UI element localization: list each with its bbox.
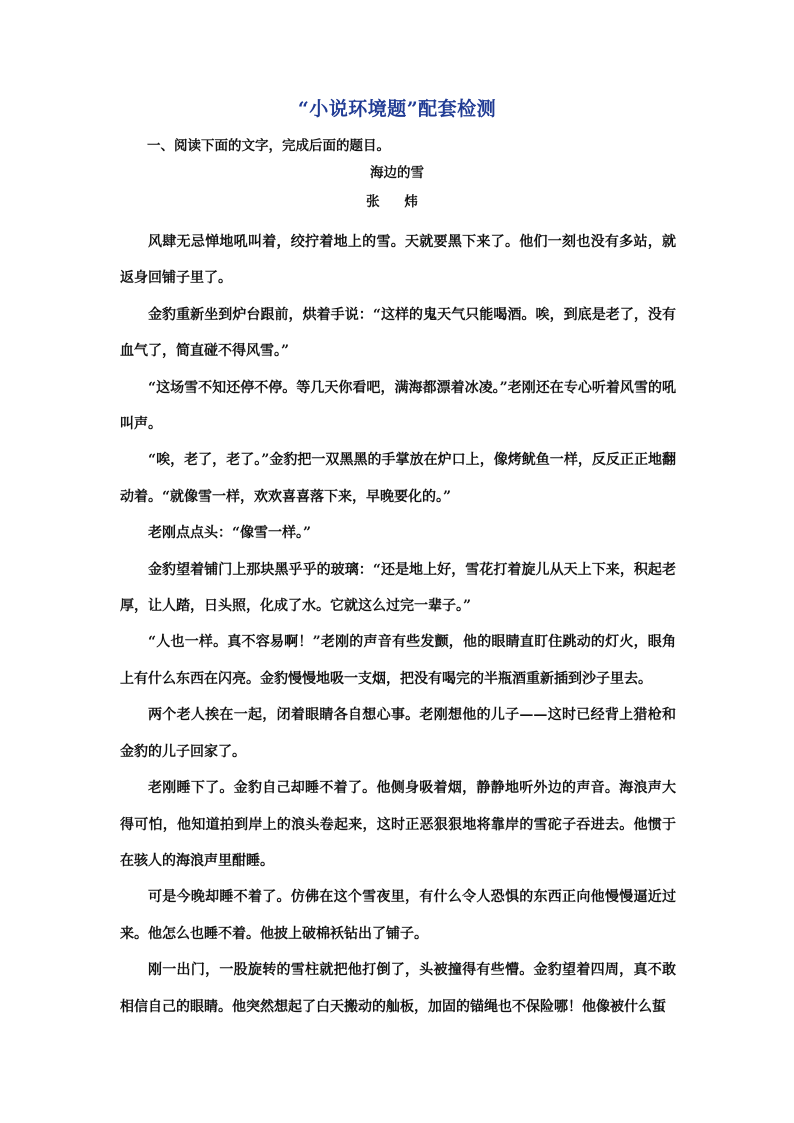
paragraph-8: 两个老人挨在一起，闭着眼睛各自想心事。老刚想他的儿子——这时已经背上猎枪和金豹的儿子回家了。 <box>120 707 676 760</box>
paragraph-5: 老刚点点头：“像雪一样。” <box>148 525 312 542</box>
paragraph-9: 老刚睡下了。金豹自己却睡不着了。他侧身吸着烟，静静地听外边的声音。海浪声大得可怕，他知道拍到岸上的浪头卷起来，这时正恶狠狠地将靠岸的雪砣子吞进去。他惯于在骇人的海浪声里酣睡。 <box>120 780 676 869</box>
question-instruction: 一、阅读下面的文字，完成后面的题目。 <box>147 138 390 154</box>
document-title: “小说环境题”配套检测 <box>297 98 497 120</box>
paragraph-7: “人也一样。真不容易啊！”老刚的声音有些发颤，他的眼睛直盯住跳动的灯火，眼角上有什么东西在闪亮。金豹慢慢地吸一支烟，把没有喝完的半瓶酒重新插到沙子里去。 <box>120 634 676 687</box>
story-author: 张 炜 <box>366 194 428 210</box>
paragraph-1: 风肆无忌惮地吼叫着，绞拧着地上的雪。天就要黑下来了。他们一刻也没有多站，就返身回铺子里了。 <box>120 234 676 287</box>
story-title: 海边的雪 <box>370 165 424 181</box>
paragraph-2: 金豹重新坐到炉台跟前，烘着手说：“这样的鬼天气只能喝酒。唉，到底是老了，没有血气了，简直碰不得风雪。” <box>120 306 676 360</box>
paragraph-11: 刚一出门，一股旋转的雪柱就把他打倒了，头被撞得有些懵。金豹望着四周，真不敢相信自己的眼睛。他突然想起了白天搬动的舢板，加固的锚绳也不保险哪！他像被什么蜇 <box>120 962 676 1015</box>
story-body <box>120 224 676 1025</box>
paragraph-4: “唉，老了，老了。”金豹把一双黑黑的手掌放在炉口上，像烤鱿鱼一样，反反正正地翻动着。“就像雪一样，欢欢喜喜落下来，早晚要化的。” <box>120 452 676 505</box>
paragraph-3: “这场雪不知还停不停。等几天你看吧，满海都漂着冰凌。”老刚还在专心听着风雪的吼叫声。 <box>120 379 676 433</box>
paragraph-6: 金豹望着铺门上那块黑乎乎的玻璃：“还是地上好，雪花打着旋儿从天上下来，积起老厚，让人踏，日头照，化成了水。它就这么过完一辈子。” <box>120 561 676 615</box>
paragraph-10: 可是今晚却睡不着了。仿佛在这个雪夜里，有什么令人恐惧的东西正向他慢慢逼近过来。他怎么也睡不着。他披上破棉袄钻出了铺子。 <box>120 889 676 942</box>
